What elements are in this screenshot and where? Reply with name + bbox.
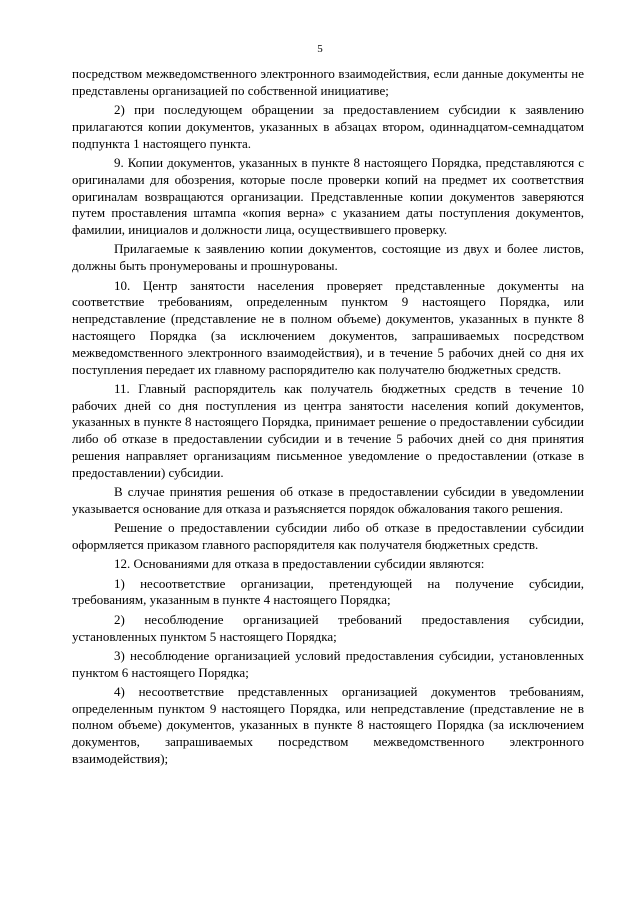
- page-number: 5: [317, 43, 323, 55]
- paragraph: 4) несоответствие представленных организацией документов требованиям, определенным пунктом 9 настоящего Порядка, или непредставление (представление не в полном объеме) документов, указанных в пункте 8 настоящего Порядка (за исключением документов, запрашиваемых посредством межведомственного электронного взаимодействия);: [72, 683, 584, 767]
- document-body: [72, 66, 584, 770]
- paragraph: В случае принятия решения об отказе в предоставлении субсидии в уведомлении указывается основание для отказа и разъясняется порядок обжалования такого решения.: [72, 484, 584, 516]
- paragraph: 11. Главный распорядитель как получатель бюджетных средств в течение 10 рабочих дней со дня поступления из центра занятости населения копий документов, указанных в пункте 8 настоящего Порядка, принимает решение о предоставлении субсидии либо об отказе в предоставлении субсидии и в течение 5 рабочих дней со дня принятия решения направляет организациям письменное уведомление о предоставлении (отказе в предоставлении) субсидии.: [72, 380, 584, 480]
- paragraph: Решение о предоставлении субсидии либо об отказе в предоставлении субсидии оформляется приказом главного распорядителя как получателя бюджетных средств.: [72, 520, 584, 553]
- paragraph: посредством межведомственного электронного взаимодействия, если данные документы не представлены организацией по собственной инициативе;: [72, 66, 584, 98]
- paragraph: 10. Центр занятости населения проверяет представленные документы на соответствие требованиям, определенным пунктом 9 настоящего Порядка, или непредставление (представление не в полном объеме) документов, указанных в пункте 8 настоящего Порядка (за исключением документов, запрашиваемых посредством межведомственного электронного взаимодействия), и в течение 5 рабочих дней со дня их поступления передает их главному распорядителю как получателю бюджетных средств.: [72, 277, 584, 377]
- paragraph: Прилагаемые к заявлению копии документов, состоящие из двух и более листов, должны быть пронумерованы и прошнурованы.: [72, 241, 584, 274]
- paragraph: 2) несоблюдение организацией требований предоставления субсидии, установленных пунктом 5 настоящего Порядка;: [72, 611, 584, 644]
- paragraph: 3) несоблюдение организацией условий предоставления субсидии, установленных пунктом 6 настоящего Порядка;: [72, 647, 584, 680]
- paragraph: 9. Копии документов, указанных в пункте 8 настоящего Порядка, представляются с оригиналами для обозрения, которые после проверки копий на предмет их соответствия оригиналам возвращаются организации. Представленные копии документов заверяются путем проставления штампа «копия верна» с указанием даты поступления документов, фамилии, инициалов и должности лица, осуществившего проверку.: [72, 154, 584, 238]
- paragraph: 12. Основаниями для отказа в предоставлении субсидии являются:: [114, 556, 485, 572]
- paragraph: 1) несоответствие организации, претендующей на получение субсидии, требованиям, указанным в пункте 4 настоящего Порядка;: [72, 575, 584, 608]
- paragraph: 2) при последующем обращении за предоставлением субсидии к заявлению прилагаются копии документов, указанных в абзацах втором, одиннадцатом-семнадцатом подпункта 1 настоящего пункта.: [72, 102, 584, 151]
